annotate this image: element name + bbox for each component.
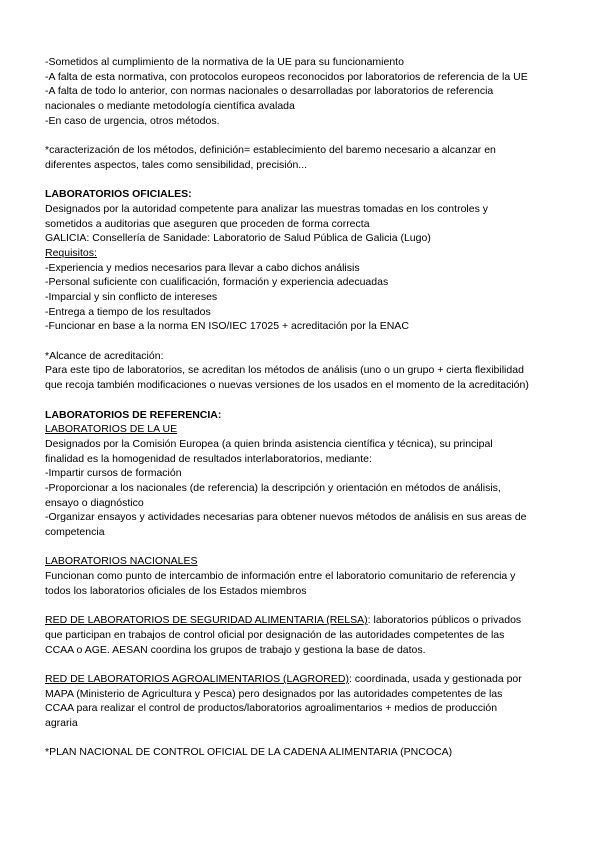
lagrored-label: RED DE LABORATORIOS AGROALIMENTARIOS (LAGRORED) <box>45 672 349 685</box>
text-line: *Alcance de acreditación: <box>45 349 164 362</box>
text-line: Funcionan como punto de intercambio de información entre el laboratorio comunitario de referencia y <box>45 570 516 583</box>
text-line: diferentes aspectos, tales como sensibilidad, precisión... <box>45 158 308 171</box>
list-item: -Personal suficiente con cualificación, formación y experiencia adecuadas <box>45 276 389 289</box>
text-line: -Sometidos al cumplimiento de la normativa de la UE para su funcionamiento <box>45 56 404 68</box>
text-line: CCAA para realizar el control de productos/laboratorios agroalimentarios + medios de producción <box>45 702 498 715</box>
caracterizacion-note <box>45 143 565 172</box>
requisitos-label: Requisitos: <box>45 246 97 259</box>
alcance-note <box>45 349 565 393</box>
text-line: finalidad es la homogenidad de resultados interlaboratorios, mediante: <box>45 452 372 465</box>
laboratorios-oficiales-section <box>45 187 565 334</box>
lagrored-paragraph <box>45 672 565 731</box>
list-item: -Imparcial y sin conflicto de intereses <box>45 291 218 303</box>
text-line: Para este tipo de laboratorios, se acreditan los métodos de análisis (uno o un grupo + cierta flexibilidad <box>45 364 524 377</box>
list-item: -Organizar ensayos y actividades necesarias para obtener nuevos métodos de análisis en sus areas de <box>45 511 527 524</box>
text-line: MAPA (Ministerio de Agricultura y Pesca) pero designados por las autoridades competentes de las <box>45 687 503 700</box>
list-item: -Entrega a tiempo de los resultados <box>45 305 211 318</box>
subsection-label: LABORATORIOS NACIONALES <box>45 555 198 568</box>
text-line: nacionales o mediante metodología científica avalada <box>45 100 295 113</box>
text-line: Designados por la Comisión Europea (a quien brinda asistencia científica y técnica), su principal <box>45 437 493 450</box>
list-item: -Funcionar en base a la norma EN ISO/IEC 17025 + acreditación por la ENAC <box>45 320 409 333</box>
laboratorios-referencia-section <box>45 408 565 599</box>
text-line: CCAA o AGE. AESAN coordina los grupos de trabajo y gestiona la base de datos. <box>45 643 426 656</box>
text-fragment: : coordinada, usada y gestionada por <box>348 672 522 685</box>
section-heading: LABORATORIOS DE REFERENCIA: <box>45 408 222 421</box>
relsa-paragraph <box>45 613 565 657</box>
text-line: *caracterización de los métodos, definición= establecimiento del baremo necesario a alcanzar en <box>45 144 496 157</box>
text-fragment: : laboratorios públicos o privados <box>367 614 522 627</box>
subsection-label: LABORATORIOS DE LA UE <box>45 423 178 436</box>
text-line: GALICIA: Consellería de Sanidade: Laboratorio de Salud Pública de Galicia (Lugo) <box>45 232 431 245</box>
text-line: -A falta de esta normativa, con protocolos europeos reconocidos por laboratorios de referencia de la UE <box>45 70 528 83</box>
text-line: que participan en trabajos de control oficial por designación de las autoridades competentes de las <box>45 628 505 641</box>
plan-nacional-note: *PLAN NACIONAL DE CONTROL OFICIAL DE LA CADENA ALIMENTARIA (PNCOCA) <box>45 746 453 759</box>
list-item: -Experiencia y medios necesarios para llevar a cabo dichos análisis <box>45 261 360 274</box>
list-item: -Impartir cursos de formación <box>45 467 182 480</box>
text-line: competencia <box>45 526 105 538</box>
normativa-list <box>45 55 565 128</box>
text-line: sometidos a auditorias que aseguren que proceden de forma correcta <box>45 217 370 230</box>
text-line: que recoja también modificaciones o nuevas versiones de los usados en el momento de la acreditación) <box>45 379 529 392</box>
relsa-label: RED DE LABORATORIOS DE SEGURIDAD ALIMENTARIA (RELSA) <box>45 614 368 627</box>
text-line: -A falta de todo lo anterior, con normas nacionales o desarrolladas por laboratorios de referencia <box>45 85 494 98</box>
text-line: Designados por la autoridad competente para analizar las muestras tomadas en los controles y <box>45 202 488 215</box>
document-page <box>45 55 565 760</box>
section-heading: LABORATORIOS OFICIALES: <box>45 188 192 201</box>
text-line: todos los laboratorios oficiales de los Estados miembros <box>45 584 307 597</box>
text-line: agraria <box>45 716 78 729</box>
text-line: -En caso de urgencia, otros métodos. <box>45 114 220 127</box>
text-line: ensayo o diagnóstico <box>45 496 144 509</box>
list-item: -Proporcionar a los nacionales (de referencia) la descripción y orientación en métodos de análisis, <box>45 481 501 494</box>
